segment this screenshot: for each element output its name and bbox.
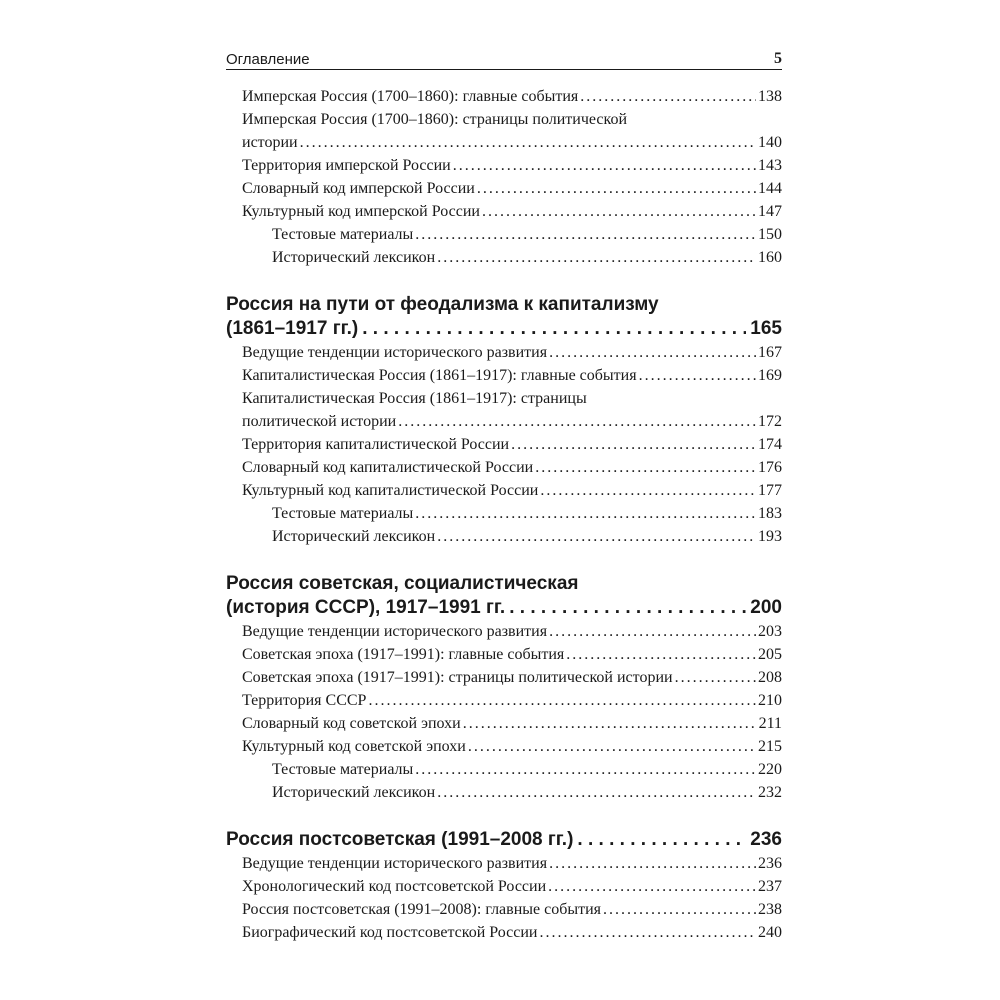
section-heading-line: Россия советская, социалистическая [226, 573, 579, 594]
toc-entry-title: Капиталистическая Россия (1861–1917): главные события [242, 367, 637, 384]
running-header-title: Оглавление [226, 51, 310, 68]
toc-subentry[interactable] [226, 758, 782, 781]
dot-leader [549, 341, 756, 364]
dot-leader [549, 620, 756, 643]
toc-page-number: 232 [758, 784, 782, 801]
dot-leader [549, 852, 756, 875]
dot-leader [463, 712, 757, 735]
dot-leader [577, 828, 746, 852]
toc-page-number: 147 [758, 203, 782, 220]
toc-entry-title: Советская эпоха (1917–1991): страницы политической истории [242, 669, 673, 686]
toc-entry-title: истории [242, 134, 298, 151]
toc-page-number: 177 [758, 482, 782, 499]
toc-section [226, 85, 782, 269]
dot-leader [368, 689, 756, 712]
dot-leader [566, 643, 756, 666]
toc-page-number: 160 [758, 249, 782, 266]
dot-leader [477, 177, 756, 200]
dot-leader [398, 410, 756, 433]
toc-entry[interactable] [226, 387, 782, 433]
dot-leader [468, 735, 756, 758]
toc-entry[interactable] [226, 456, 782, 479]
section-heading-line: (история СССР), 1917–1991 гг. [226, 597, 506, 618]
toc-page-number: 210 [758, 692, 782, 709]
dot-leader [362, 317, 746, 341]
toc-entry-title: Словарный код капиталистической России [242, 459, 534, 476]
toc-page-number: 193 [758, 528, 782, 545]
toc-entry[interactable] [226, 479, 782, 502]
toc-subentry[interactable] [226, 525, 782, 548]
toc-entry[interactable] [226, 177, 782, 200]
toc-page-number: 205 [758, 646, 782, 663]
toc-entry-title: Территория капиталистической России [242, 436, 510, 453]
toc-page-number: 167 [758, 344, 782, 361]
toc-entry[interactable] [226, 643, 782, 666]
section-page-number: 165 [750, 318, 782, 339]
document-page [226, 48, 782, 968]
dot-leader [535, 456, 756, 479]
dot-leader [580, 85, 756, 108]
toc-page-number: 176 [758, 459, 782, 476]
dot-leader [415, 758, 756, 781]
dot-leader [415, 502, 756, 525]
toc-entry[interactable] [226, 341, 782, 364]
dot-leader [300, 131, 756, 154]
section-heading-line: Россия постсоветская (1991–2008 гг.) [226, 829, 574, 850]
toc-entry[interactable] [226, 620, 782, 643]
toc-entry-title: Россия постсоветская (1991–2008): главные события [242, 901, 602, 918]
dot-leader [453, 154, 756, 177]
toc-page-number: 143 [758, 157, 782, 174]
section-heading-line: Россия на пути от феодализма к капитализму [226, 294, 659, 315]
toc-entry[interactable] [226, 364, 782, 387]
toc-entry-title: Словарный код имперской России [242, 180, 475, 197]
toc-entry-title: Капиталистическая Россия (1861–1917): страницы [242, 390, 587, 407]
toc-subentry[interactable] [226, 781, 782, 804]
dot-leader [511, 433, 756, 456]
page-number: 5 [774, 50, 782, 67]
toc-entry[interactable] [226, 108, 782, 154]
dot-leader [540, 479, 756, 502]
dot-leader [639, 364, 756, 387]
toc-entry[interactable] [226, 921, 782, 944]
toc-entry[interactable] [226, 898, 782, 921]
section-heading[interactable] [226, 828, 782, 852]
dot-leader [509, 596, 746, 620]
toc-section [226, 572, 782, 804]
toc-section [226, 293, 782, 548]
toc-page-number: 236 [758, 855, 782, 872]
toc-entry-title: Биографический код постсоветской России [242, 924, 538, 941]
toc-page-number: 237 [758, 878, 782, 895]
toc-subentry[interactable] [226, 246, 782, 269]
dot-leader [603, 898, 756, 921]
dot-leader [482, 200, 756, 223]
toc-entry[interactable] [226, 712, 782, 735]
toc-entry[interactable] [226, 85, 782, 108]
toc-page-number: 238 [758, 901, 782, 918]
toc-page-number: 172 [758, 413, 782, 430]
toc-page-number: 174 [758, 436, 782, 453]
toc-entry-title: Ведущие тенденции исторического развития [242, 344, 548, 361]
toc-entry[interactable] [226, 875, 782, 898]
dot-leader [437, 781, 756, 804]
toc-subentry[interactable] [226, 502, 782, 525]
dot-leader [437, 525, 756, 548]
toc-page-number: 138 [758, 88, 782, 105]
toc-entry-title: Имперская Россия (1700–1860): главные события [242, 88, 579, 105]
toc-page-number: 208 [758, 669, 782, 686]
toc-entry-title: Советская эпоха (1917–1991): главные события [242, 646, 565, 663]
toc-page-number: 240 [758, 924, 782, 941]
toc-entry-title: Ведущие тенденции исторического развития [242, 623, 548, 640]
toc-page-number: 183 [758, 505, 782, 522]
section-page-number: 200 [750, 597, 782, 618]
toc-page-number: 144 [758, 180, 782, 197]
dot-leader [675, 666, 756, 689]
toc-entry-title: Тестовые материалы [272, 761, 414, 778]
toc-entry-title: Территория имперской России [242, 157, 451, 174]
toc-section [226, 828, 782, 944]
toc-entry[interactable] [226, 735, 782, 758]
toc-page-number: 220 [758, 761, 782, 778]
toc-entry-title: Хронологический код постсоветской России [242, 878, 547, 895]
toc-entry-title: Тестовые материалы [272, 226, 414, 243]
toc-page-number: 211 [758, 715, 782, 732]
toc-entry-title: Ведущие тенденции исторического развития [242, 855, 548, 872]
toc-entry[interactable] [226, 852, 782, 875]
toc-entry-title: Исторический лексикон [272, 249, 436, 266]
dot-leader [437, 246, 756, 269]
toc-page-number: 169 [758, 367, 782, 384]
table-of-contents [226, 85, 782, 944]
toc-entry-title: Имперская Россия (1700–1860): страницы политической [242, 111, 628, 128]
toc-entry-title: Исторический лексикон [272, 528, 436, 545]
toc-entry-title: Территория СССР [242, 692, 367, 709]
toc-entry-title: Культурный код капиталистической России [242, 482, 539, 499]
toc-entry-title: Культурный код советской эпохи [242, 738, 466, 755]
toc-subentry[interactable] [226, 223, 782, 246]
toc-entry-title: Исторический лексикон [272, 784, 436, 801]
toc-page-number: 140 [758, 134, 782, 151]
toc-entry-title: Словарный код советской эпохи [242, 715, 461, 732]
toc-page-number: 150 [758, 226, 782, 243]
section-heading[interactable] [226, 596, 782, 620]
toc-entry-title: Культурный код имперской России [242, 203, 480, 220]
toc-entry[interactable] [226, 689, 782, 712]
toc-entry[interactable] [226, 433, 782, 456]
toc-page-number: 215 [758, 738, 782, 755]
toc-page-number: 203 [758, 623, 782, 640]
dot-leader [539, 921, 756, 944]
section-page-number: 236 [750, 829, 782, 850]
toc-entry[interactable] [226, 154, 782, 177]
toc-entry[interactable] [226, 666, 782, 689]
section-heading[interactable] [226, 317, 782, 341]
dot-leader [415, 223, 756, 246]
section-heading-line: (1861–1917 гг.) [226, 318, 359, 339]
toc-entry[interactable] [226, 200, 782, 223]
dot-leader [548, 875, 756, 898]
toc-entry-title: Тестовые материалы [272, 505, 414, 522]
toc-entry-title: политической истории [242, 413, 397, 430]
running-header [226, 48, 782, 70]
